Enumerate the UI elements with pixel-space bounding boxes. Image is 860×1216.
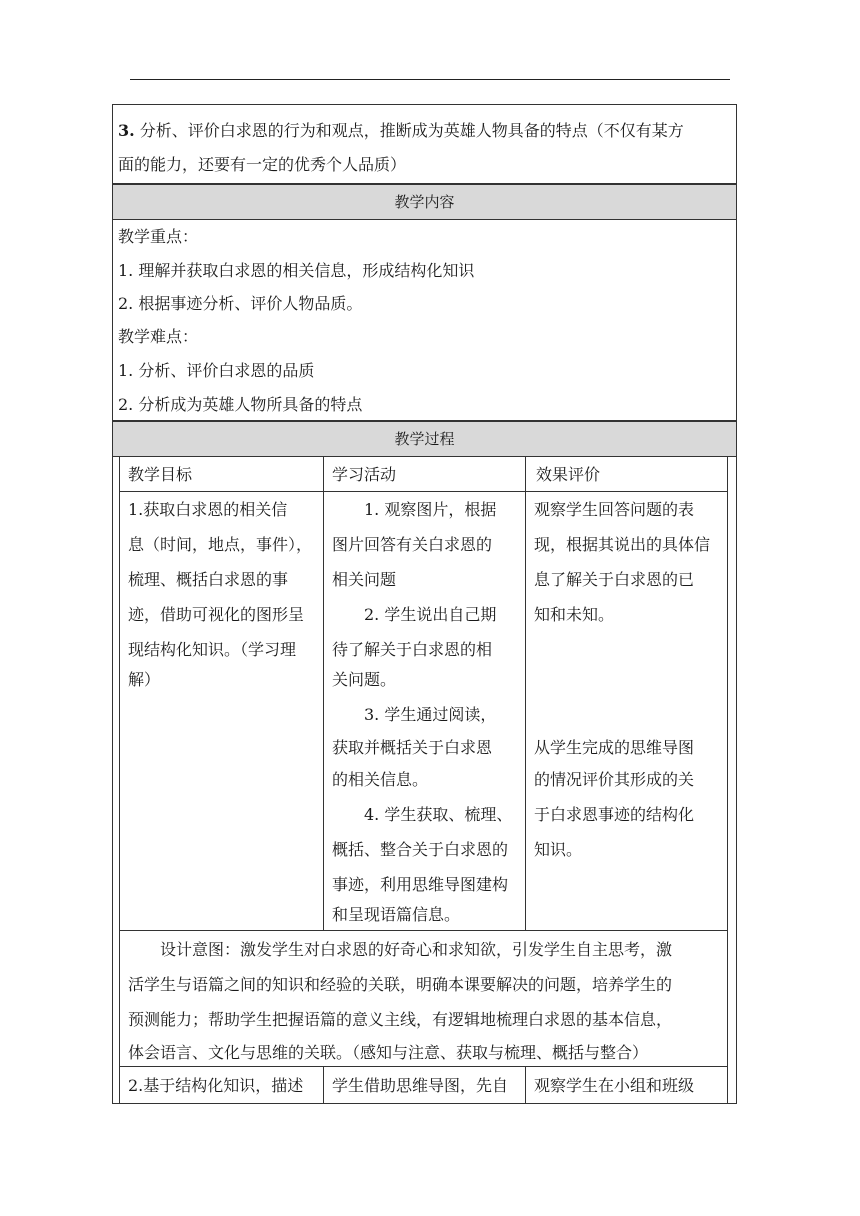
row1-activity-line: 2. 学生说出自己期 xyxy=(364,605,497,624)
difficulty-item-2: 2. 分析成为英雄人物所具备的特点 xyxy=(118,395,363,414)
row1-activity-line: 的相关信息。 xyxy=(332,770,429,789)
row1-evaluation-cell xyxy=(525,491,728,931)
design-intent-line: 体会语言、文化与思维的关联。（感知与注意、获取与梳理、概括与整合） xyxy=(128,1043,649,1062)
design-intent-line: 预测能力；帮助学生把握语篇的意义主线，有逻辑地梳理白求恩的基本信息， xyxy=(128,1010,673,1029)
row1-activity-line: 1. 观察图片，根据 xyxy=(364,500,497,519)
row1-eval-line: 息了解关于白求恩的已 xyxy=(534,570,695,589)
row2-evaluation-text: 观察学生在小组和班级 xyxy=(534,1076,695,1095)
header-goal-text: 教学目标 xyxy=(128,465,193,484)
row1-goal-line: 1.获取白求恩的相关信 xyxy=(128,500,288,519)
row1-activity-line: 3. 学生通过阅读， xyxy=(364,705,497,724)
header-rule xyxy=(130,79,730,80)
row2-activity-text: 学生借助思维导图，先自 xyxy=(332,1076,509,1095)
row1-activity-line: 4. 学生获取、梳理、 xyxy=(364,805,513,824)
focus-label: 教学重点： xyxy=(118,227,199,246)
row1-goal-line: 息（时间，地点，事件）， xyxy=(128,535,313,554)
row1-eval-line: 于白求恩事迹的结构化 xyxy=(534,805,695,824)
objective-number: 3. xyxy=(118,121,135,140)
row1-eval-line: 知识。 xyxy=(534,840,583,859)
row1-eval-line: 观察学生回答问题的表 xyxy=(534,500,695,519)
objective-text-1: 分析、评价白求恩的行为和观点，推断成为英雄人物具备的特点（不仅有某方 xyxy=(139,121,684,140)
difficulty-label: 教学难点： xyxy=(118,327,199,346)
row1-activity-line: 图片回答有关白求恩的 xyxy=(332,535,493,554)
row1-eval-line: 的情况评价其形成的关 xyxy=(534,770,695,789)
row1-eval-line: 知和未知。 xyxy=(534,605,615,624)
header-evaluation-text: 效果评价 xyxy=(536,465,601,484)
content-section-body xyxy=(112,219,737,421)
design-intent-line: 活学生与语篇之间的知识和经验的关联，明确本课要解决的问题，培养学生的 xyxy=(128,975,673,994)
row1-activity-line: 事迹，利用思维导图建构 xyxy=(332,875,509,894)
row1-eval-line: 现，根据其说出的具体信 xyxy=(534,535,711,554)
content-section-header: 教学内容 xyxy=(112,184,737,220)
row1-goal-line: 解） xyxy=(128,670,161,689)
row1-goal-cell xyxy=(119,491,324,931)
process-section-header: 教学过程 xyxy=(112,421,737,457)
row2-goal-text: 2.基于结构化知识，描述 xyxy=(128,1076,304,1095)
row1-eval-line: 从学生完成的思维导图 xyxy=(534,738,695,757)
row1-activity-line: 待了解关于白求恩的相 xyxy=(332,640,493,659)
objective-line-2: 面的能力，还要有一定的优秀个人品质） xyxy=(118,155,407,174)
row1-activity-line: 获取并概括关于白求恩 xyxy=(332,738,493,757)
design-intent-line: 设计意图：激发学生对白求恩的好奇心和求知欲，引发学生自主思考，激 xyxy=(160,940,673,959)
row1-activity-line: 和呈现语篇信息。 xyxy=(332,905,461,924)
focus-item-1: 1. 理解并获取白求恩的相关信息，形成结构化知识 xyxy=(118,261,475,280)
header-activity-text: 学习活动 xyxy=(332,465,397,484)
row1-goal-line: 梳理、概括白求恩的事 xyxy=(128,570,289,589)
objective-line-1 xyxy=(118,121,684,141)
row1-goal-line: 迹，借助可视化的图形呈 xyxy=(128,605,305,624)
row1-activity-line: 关问题。 xyxy=(332,670,397,689)
row1-activity-line: 概括、整合关于白求恩的 xyxy=(332,840,509,859)
focus-item-2: 2. 根据事迹分析、评价人物品质。 xyxy=(118,294,363,313)
row1-activity-line: 相关问题 xyxy=(332,570,397,589)
row1-goal-line: 现结构化知识。（学习理 xyxy=(128,640,297,659)
difficulty-item-1: 1. 分析、评价白求恩的品质 xyxy=(118,361,315,380)
